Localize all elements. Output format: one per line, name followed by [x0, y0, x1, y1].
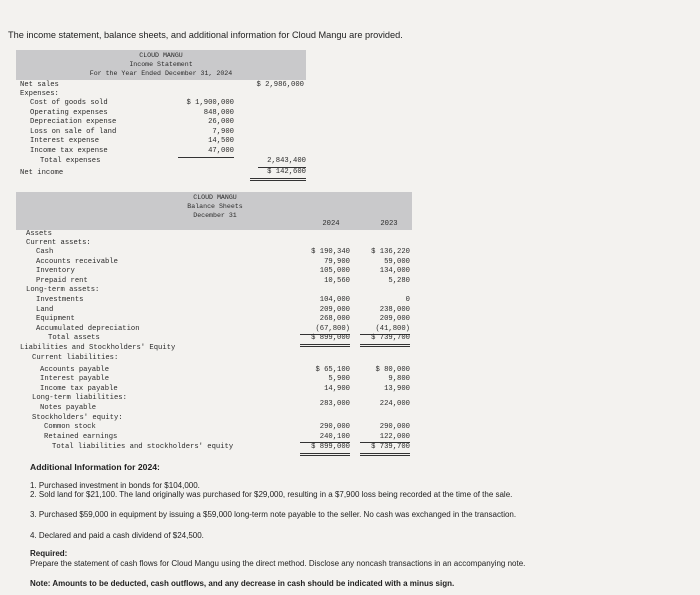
- value-2024: 268,000: [319, 315, 350, 324]
- value-2024: 209,000: [319, 305, 350, 314]
- value-2023: 122,000: [360, 433, 410, 444]
- value-2023: 209,000: [379, 315, 410, 324]
- value-2024: 104,000: [319, 296, 350, 304]
- balance-row-label: Interest payable: [40, 375, 110, 384]
- expense-value: 7,900: [212, 127, 234, 136]
- expenses-label: Expenses:: [20, 90, 59, 98]
- value-2024: 105,000: [319, 267, 350, 276]
- value-2023: 238,000: [379, 305, 410, 314]
- total-expenses-label: Total expenses: [40, 157, 101, 165]
- balance-date: December 31: [193, 212, 237, 219]
- value-2023: 134,000: [379, 267, 410, 276]
- value-2024: 240,100: [300, 433, 350, 444]
- net-income-value: $ 142,600: [250, 168, 306, 181]
- balance-row-label: Cash: [36, 248, 54, 256]
- balance-company: CLOUD MANGU: [193, 194, 237, 201]
- required-note: Note: Amounts to be deducted, cash outflows, and any decrease in cash should be indicated with a minus sign.: [30, 579, 455, 588]
- value-2024: 290,000: [319, 423, 350, 432]
- total-assets-2024: $ 899,000: [300, 334, 350, 347]
- expense-value: $ 1,900,000: [186, 99, 234, 107]
- value-2023: $ 80,000: [375, 365, 410, 374]
- required-title: Required:: [30, 549, 68, 558]
- balance-row-label: Retained earnings: [44, 432, 118, 441]
- income-company: CLOUD MANGU: [139, 52, 183, 59]
- balance-row-label: Accounts payable: [40, 365, 110, 374]
- total-expenses-value: 2,843,400: [258, 157, 306, 168]
- additional-item: 3. Purchased $59,000 in equipment by issuing a $59,000 long-term note payable to the seller. No cash was exchanged in the transaction.: [30, 510, 517, 519]
- total-le-2023: $ 739,700: [360, 443, 410, 456]
- assets-label: Assets: [26, 230, 52, 238]
- balance-row-label: Prepaid rent: [36, 276, 88, 285]
- value-2024: $ 65,100: [315, 365, 350, 374]
- value-2024: 14,900: [324, 384, 350, 393]
- balance-row-label: Common stock: [44, 423, 96, 432]
- expense-label: Interest expense: [30, 137, 100, 146]
- expense-label: Loss on sale of land: [30, 127, 117, 136]
- expense-label: Income tax expense: [30, 147, 108, 155]
- balance-row-label: Investments: [36, 296, 84, 304]
- additional-item: 2. Sold land for $21,100. The land originally was purchased for $29,000, resulting in a $7,900 loss being recorded at the time of the sale.: [30, 490, 513, 499]
- additional-item: 1. Purchased investment in bonds for $104,000.: [30, 481, 200, 490]
- net-income-label: Net income: [20, 169, 64, 177]
- balance-row-label: Inventory: [36, 267, 75, 276]
- expense-value: 47,000: [178, 147, 234, 158]
- value-2024: 79,900: [324, 257, 350, 266]
- value-2023: 9,800: [388, 375, 410, 384]
- value-2024: 5,900: [328, 375, 350, 384]
- total-assets-label: Total assets: [48, 334, 100, 343]
- expense-label: Operating expenses: [30, 108, 108, 117]
- total-le-label: Total liabilities and stockholders' equity: [52, 443, 234, 452]
- col-2023-header: 2023: [380, 220, 398, 228]
- intro-text: The income statement, balance sheets, and additional information for Cloud Mangu are provided.: [8, 30, 403, 40]
- value-2023: 5,280: [388, 276, 410, 285]
- balance-title: Balance Sheets: [187, 203, 243, 210]
- value-2024: 283,000: [319, 400, 350, 408]
- value-2023: 59,000: [384, 257, 410, 266]
- balance-row-label: Accounts receivable: [36, 257, 118, 266]
- balance-row-label: Equipment: [36, 315, 75, 324]
- expense-label: Cost of goods sold: [30, 99, 108, 107]
- required-text: Prepare the statement of cash flows for Cloud Mangu using the direct method. Disclose any noncash transactions in an accompanying note.: [30, 559, 526, 568]
- current-assets-label: Current assets:: [26, 239, 91, 247]
- value-2023: 290,000: [379, 423, 410, 432]
- expense-label: Depreciation expense: [30, 118, 117, 127]
- net-sales-label: Net sales: [20, 81, 59, 89]
- total-le-2024: $ 899,000: [300, 443, 350, 456]
- additional-title: Additional Information for 2024:: [30, 462, 160, 472]
- value-2023: $ 136,220: [371, 248, 410, 256]
- value-2023: (41,800): [360, 325, 410, 336]
- long-term-liab-label: Long-term liabilities:: [32, 394, 127, 403]
- expense-value: 14,500: [208, 137, 234, 146]
- balance-row-label: Accumulated depreciation: [36, 324, 140, 333]
- balance-row-label: Land: [36, 305, 54, 314]
- value-2024: $ 190,340: [311, 248, 350, 256]
- total-assets-2023: $ 739,700: [360, 334, 410, 347]
- balance-row-label: Income tax payable: [40, 384, 118, 393]
- additional-item: 4. Declared and paid a cash dividend of $24,500.: [30, 531, 204, 540]
- expense-value: 848,000: [203, 108, 234, 117]
- equity-label: Stockholders' equity:: [32, 413, 123, 422]
- current-liab-label: Current liabilities:: [32, 354, 119, 362]
- col-2024-header: 2024: [322, 220, 340, 228]
- income-title: Income Statement: [129, 61, 193, 68]
- income-period: For the Year Ended December 31, 2024: [89, 70, 233, 77]
- value-2023: 0: [405, 296, 410, 304]
- liab-equity-label: Liabilities and Stockholders' Equity: [20, 344, 176, 353]
- value-2024: (67,800): [300, 325, 350, 336]
- value-2023: 224,000: [379, 400, 410, 408]
- expense-value: 26,000: [208, 118, 234, 127]
- value-2023: 13,900: [384, 384, 410, 393]
- long-term-assets-label: Long-term assets:: [26, 286, 100, 295]
- value-2024: 10,560: [324, 276, 350, 285]
- net-sales-value: $ 2,986,000: [256, 81, 304, 89]
- balance-row-label: Notes payable: [40, 404, 97, 412]
